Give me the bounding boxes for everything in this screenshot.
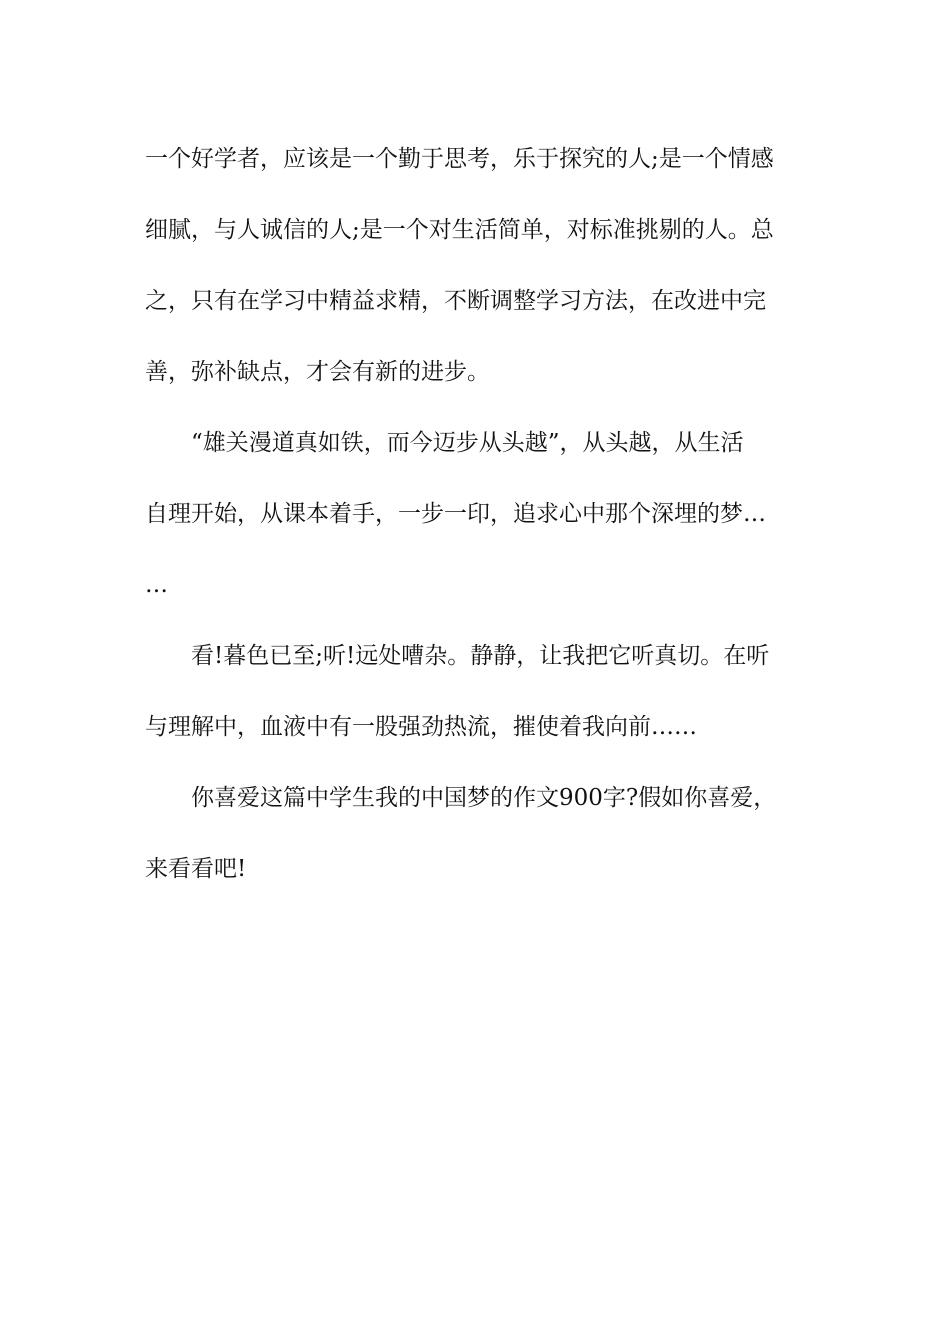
paragraph-2	[145, 408, 807, 621]
document-body	[145, 124, 807, 905]
paragraph-line: 你喜爱这篇中学生我的中国梦的作文900字?假如你喜爱，	[191, 785, 777, 811]
paragraph-line: 之，只有在学习中精益求精，不断调整学习方法，在改进中完	[145, 288, 766, 314]
paragraph-line: “雄关漫道真如铁，而今迈步从头越”，从头越，从生活	[191, 430, 744, 456]
paragraph-line: 细腻，与人诚信的人;是一个对生活简单，对标准挑剔的人。总	[145, 217, 774, 243]
paragraph-line: 自理开始，从课本着手，一步一印，追求心中那个深埋的梦…	[145, 501, 766, 527]
paragraph-line: 与理解中，血液中有一股强劲热流，摧使着我向前……	[145, 714, 697, 740]
paragraph-4	[145, 763, 807, 905]
paragraph-1	[145, 124, 807, 408]
paragraph-line: 善，弥补缺点，才会有新的进步。	[145, 359, 490, 385]
paragraph-line: 看!暮色已至;听!远处嘈杂。静静，让我把它听真切。在听	[191, 643, 770, 669]
paragraph-line: …	[145, 572, 168, 598]
paragraph-line: 一个好学者，应该是一个勤于思考，乐于探究的人;是一个情感	[145, 146, 774, 172]
paragraph-3	[145, 621, 807, 763]
paragraph-line: 来看看吧!	[145, 856, 247, 882]
